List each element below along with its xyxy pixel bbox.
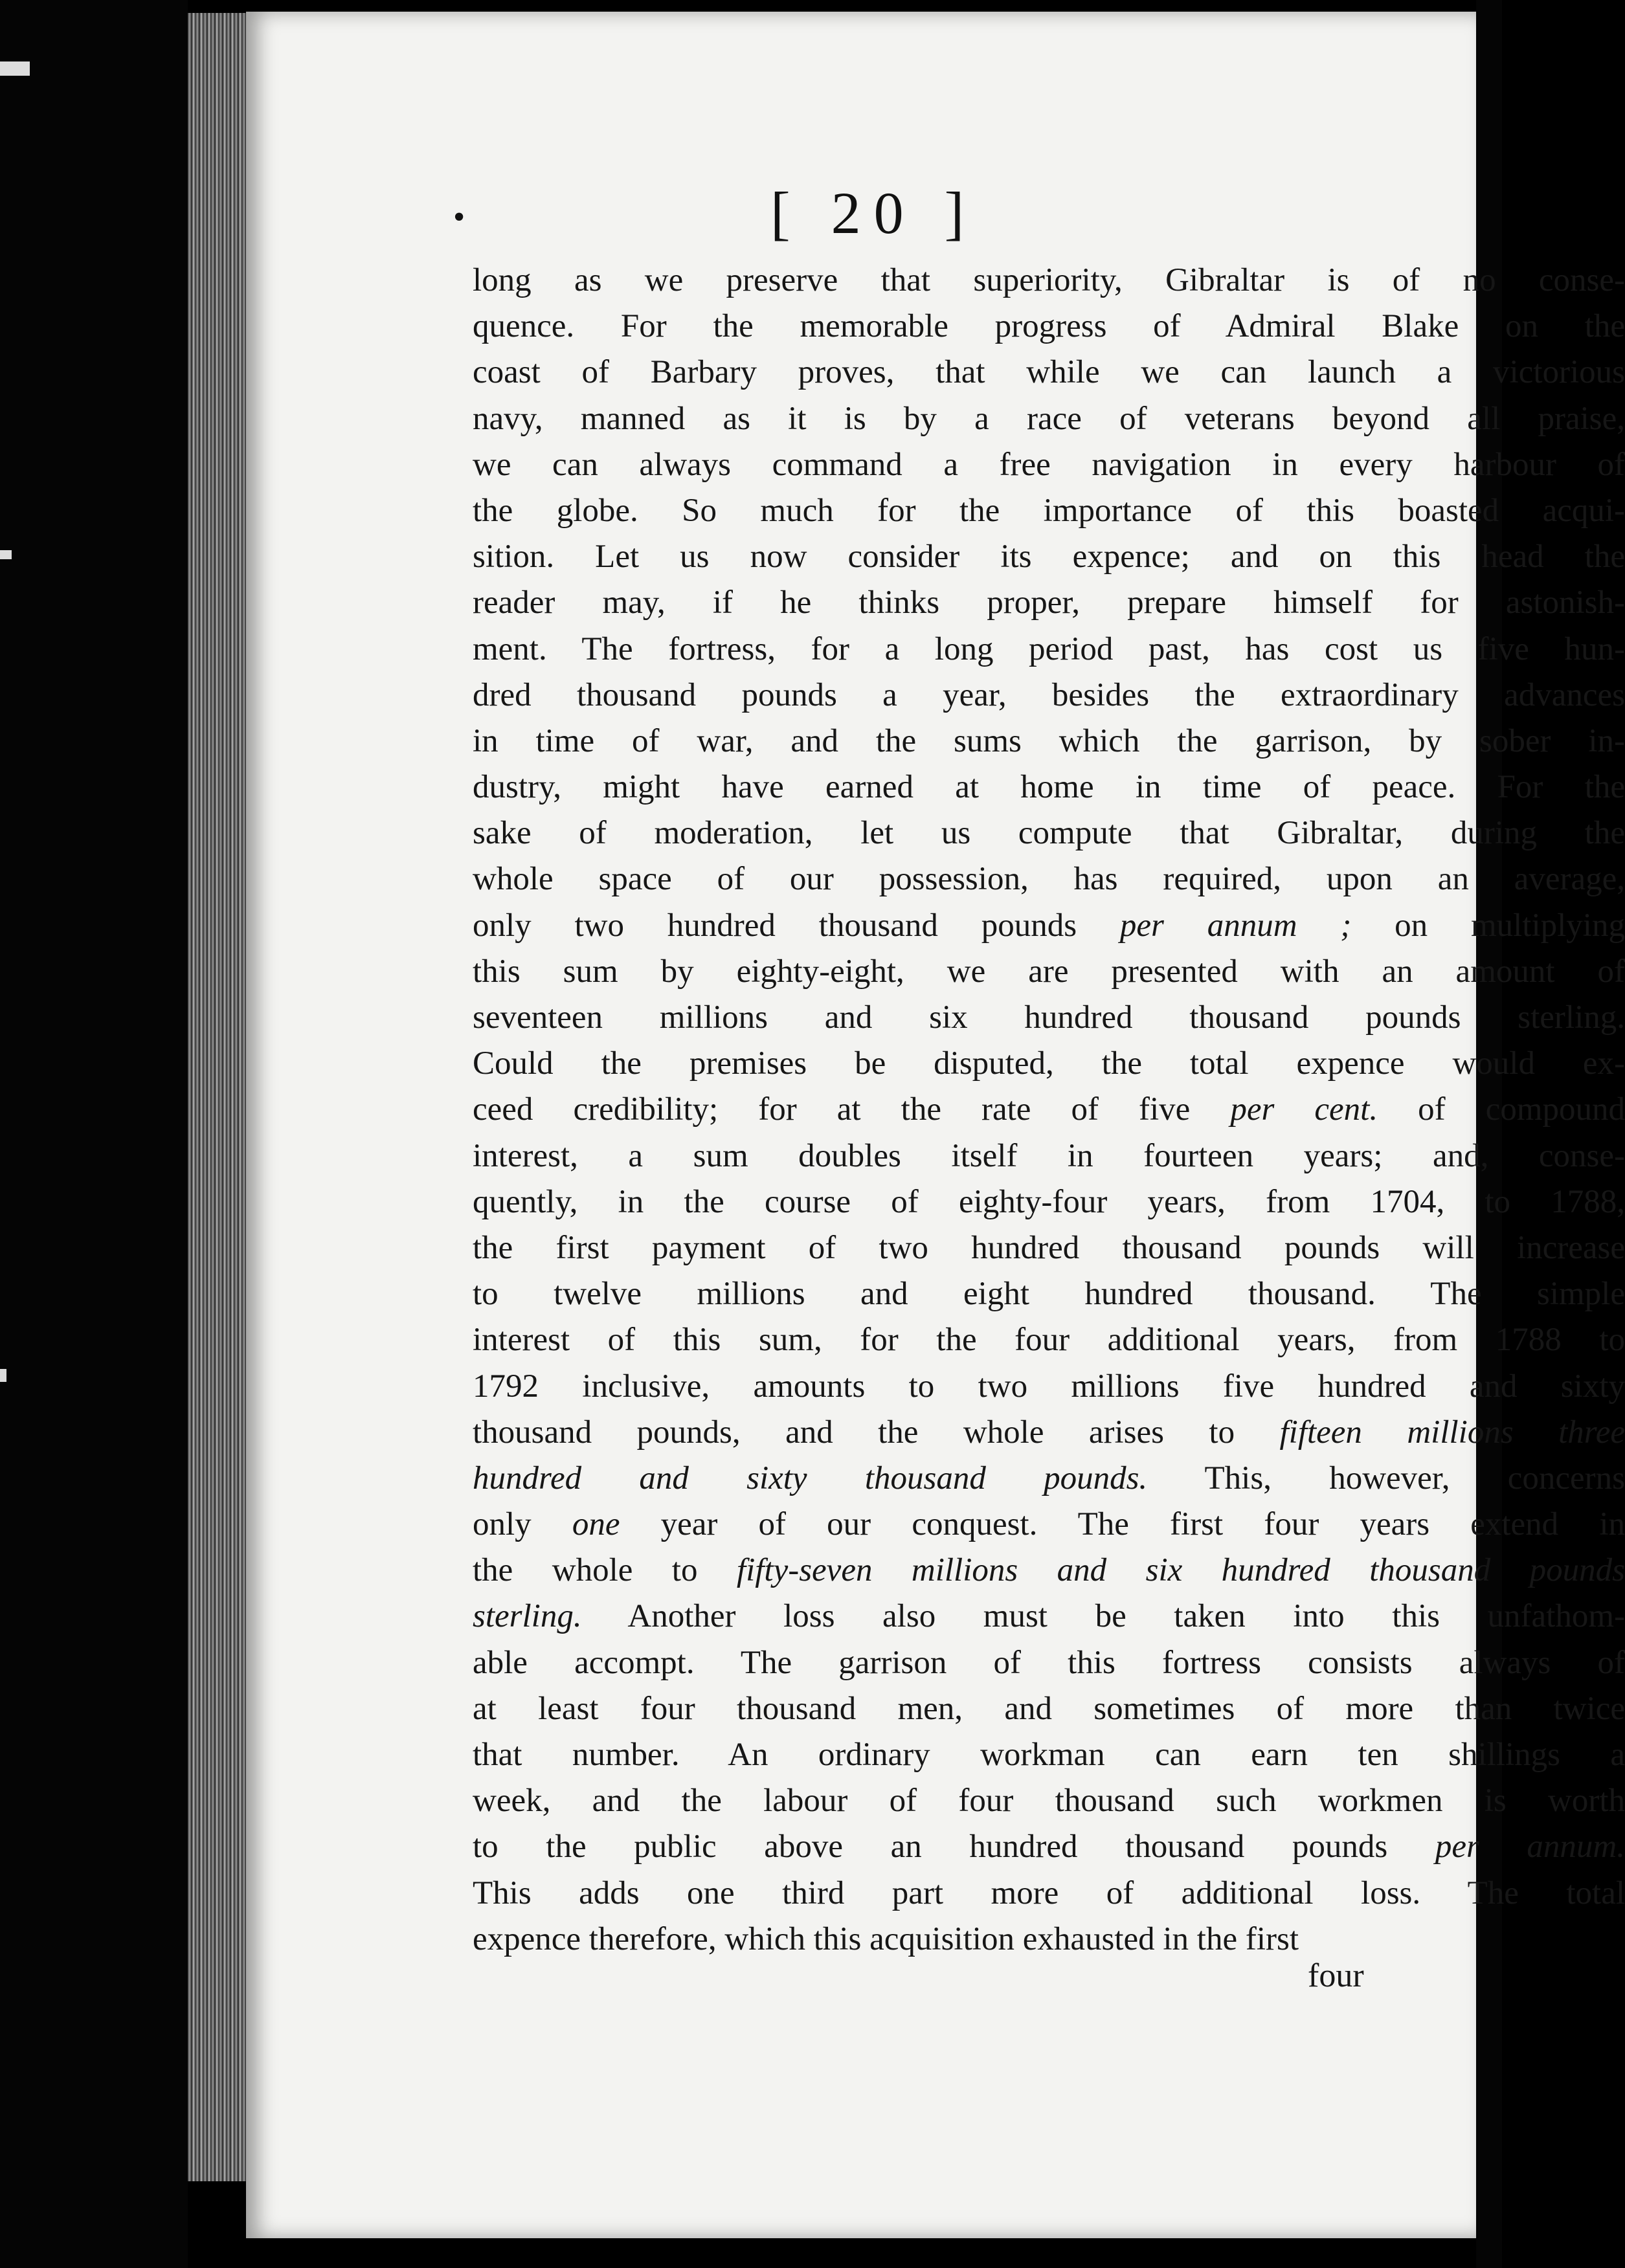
text-line <box>473 1317 1625 1363</box>
text-line <box>473 1410 1625 1456</box>
italic-phrase: sterling. <box>473 1598 582 1635</box>
text-segment: reader may, if he thinks proper, prepare himself for astonish- <box>473 584 1625 621</box>
text-line <box>473 1456 1625 1502</box>
text-segment: in time of war, and the sums which the garrison, by sober in- <box>473 722 1625 759</box>
text-line <box>473 396 1625 442</box>
italic-phrase: fifteen millions three <box>1279 1414 1625 1451</box>
text-line <box>473 1871 1625 1917</box>
text-segment: dred thousand pounds a year, besides the extraordinary advances <box>473 676 1625 713</box>
italic-phrase: one <box>572 1506 620 1543</box>
text-line <box>473 764 1625 810</box>
text-segment: dustry, might have earned at home in time of peace. For the <box>473 769 1625 806</box>
text-segment: the whole to <box>473 1552 737 1589</box>
text-segment: interest, a sum doubles itself in fourteen years; and, conse- <box>473 1137 1625 1174</box>
text-segment: 1792 inclusive, amounts to two millions five hundred and sixty <box>473 1368 1625 1405</box>
text-segment: whole space of our possession, has required, upon an average, <box>473 861 1625 898</box>
text-segment: to the public above an hundred thousand pounds <box>473 1829 1435 1865</box>
ink-dot: • <box>453 199 465 236</box>
book-page <box>246 12 1625 2238</box>
page-number: [ 20 ] <box>770 180 978 246</box>
text-line <box>473 1686 1625 1732</box>
text-line <box>473 856 1625 902</box>
text-line <box>473 488 1625 534</box>
text-line <box>473 810 1625 856</box>
italic-phrase: per annum ; <box>1119 907 1352 944</box>
body-text <box>473 258 1625 1962</box>
margin-artifact <box>0 550 12 559</box>
text-segment: that number. An ordinary workman can earn ten shillings a <box>473 1737 1625 1773</box>
text-line <box>473 1917 1625 1962</box>
italic-phrase: per cent. <box>1230 1091 1378 1128</box>
text-line <box>473 1041 1625 1087</box>
text-segment: the first payment of two hundred thousand pounds will increase <box>473 1229 1625 1266</box>
text-line <box>473 1594 1625 1640</box>
text-segment: sition. Let us now consider its expence; and on this head the <box>473 539 1625 575</box>
text-segment: year of our conquest. The first four years extend in <box>620 1506 1625 1543</box>
text-segment: This, however, concerns <box>1147 1460 1625 1496</box>
text-line <box>473 1824 1625 1870</box>
text-segment: expence therefore, which this acquisition exhausted in the first <box>473 1920 1299 1957</box>
text-line <box>473 995 1625 1041</box>
text-segment: only <box>473 1506 572 1543</box>
text-segment: long as we preserve that superiority, Gibraltar is of no conse- <box>473 262 1625 298</box>
text-line <box>473 1502 1625 1548</box>
text-line <box>473 580 1625 626</box>
text-line <box>473 1087 1625 1133</box>
text-segment: at least four thousand men, and sometimes of more than twice <box>473 1690 1625 1727</box>
text-line <box>473 1225 1625 1271</box>
text-segment: navy, manned as it is by a race of veterans beyond all praise, <box>473 400 1625 437</box>
text-line <box>473 903 1625 949</box>
text-line <box>473 442 1625 488</box>
catchword: four <box>1308 1957 1364 1994</box>
text-line <box>473 258 1625 304</box>
text-segment: week, and the labour of four thousand such workmen is worth <box>473 1783 1625 1819</box>
text-line <box>473 1640 1625 1686</box>
text-line <box>473 673 1625 718</box>
text-segment: seventeen millions and six hundred thousand pounds sterling. <box>473 999 1625 1036</box>
text-segment: Another loss also must be taken into this unfathom- <box>581 1598 1625 1635</box>
text-line <box>473 627 1625 673</box>
text-segment: quently, in the course of eighty-four years, from 1704, to 1788, <box>473 1183 1625 1220</box>
text-line <box>473 1548 1625 1594</box>
text-segment: sake of moderation, let us compute that Gibraltar, during the <box>473 815 1625 852</box>
margin-artifact <box>0 61 30 76</box>
text-segment: only two hundred thousand pounds <box>473 907 1120 944</box>
text-line <box>473 1364 1625 1410</box>
text-segment: the globe. So much for the importance of this boasted acqui- <box>473 492 1625 529</box>
text-line <box>473 350 1625 395</box>
page-header <box>246 166 1476 246</box>
text-segment: ceed credibility; for at the rate of five <box>473 1091 1231 1128</box>
text-line <box>473 1133 1625 1179</box>
text-segment: this sum by eighty-eight, we are presented with an amount of <box>473 953 1625 990</box>
text-segment: we can always command a free navigation in every harbour of <box>473 446 1625 483</box>
text-segment: ment. The fortress, for a long period past, has cost us five hun- <box>473 630 1625 667</box>
text-line <box>473 1271 1625 1317</box>
text-line <box>473 1179 1625 1225</box>
text-segment: interest of this sum, for the four additional years, from 1788 to <box>473 1322 1625 1359</box>
text-line <box>473 1778 1625 1824</box>
text-segment: This adds one third part more of additional loss. The total <box>473 1874 1625 1911</box>
text-segment: coast of Barbary proves, that while we can launch a victorious <box>473 354 1625 391</box>
text-segment: able accompt. The garrison of this fortress consists always of <box>473 1644 1625 1681</box>
text-line <box>473 1732 1625 1778</box>
italic-phrase: per annum. <box>1435 1829 1625 1865</box>
italic-phrase: hundred and sixty thousand pounds. <box>473 1460 1148 1496</box>
text-line <box>473 949 1625 995</box>
text-segment: on multiplying <box>1351 907 1625 944</box>
text-line <box>473 534 1625 580</box>
text-segment: quence. For the memorable progress of Admiral Blake on the <box>473 308 1625 345</box>
scanner-background-left <box>0 0 188 2268</box>
margin-artifact <box>0 1369 6 1382</box>
text-segment: to twelve millions and eight hundred thousand. The simple <box>473 1276 1625 1313</box>
text-line <box>473 718 1625 764</box>
text-segment: thousand pounds, and the whole arises to <box>473 1414 1280 1451</box>
text-line <box>473 304 1625 350</box>
italic-phrase: fifty-seven millions and six hundred thousand pounds <box>736 1552 1625 1589</box>
text-segment: Could the premises be disputed, the total expence would ex- <box>473 1045 1625 1082</box>
text-segment: of compound <box>1378 1091 1625 1128</box>
book-page-edges <box>188 13 246 2181</box>
